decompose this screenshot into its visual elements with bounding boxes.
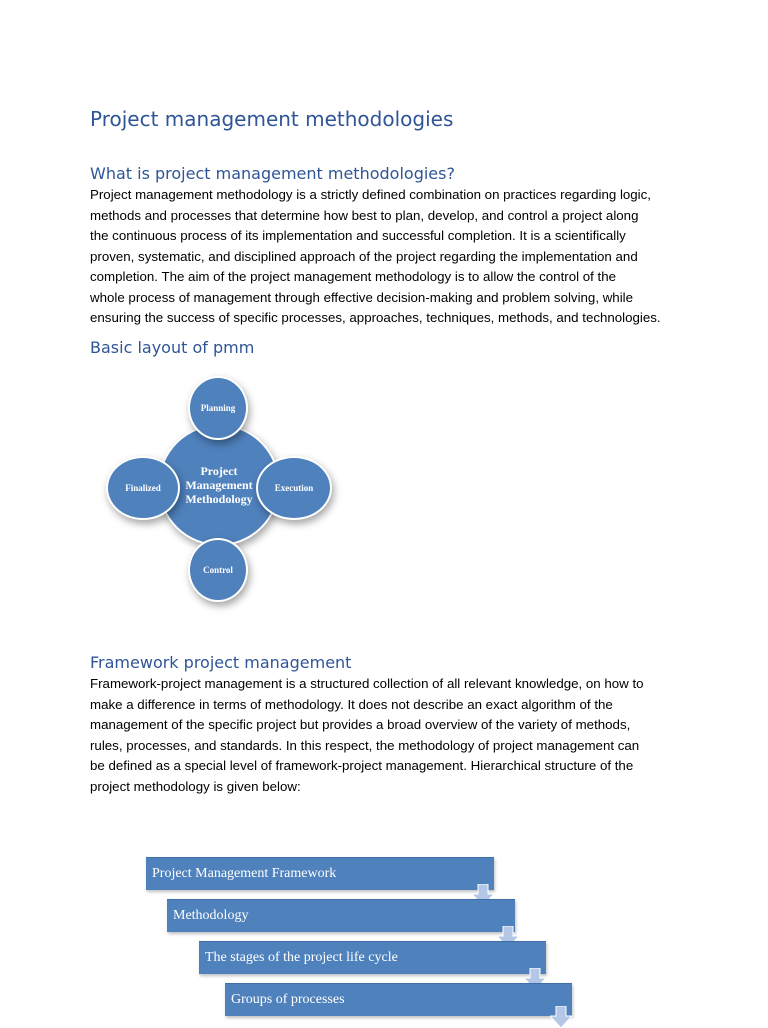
diagram-node-planning (188, 376, 248, 440)
diagram-node-control (188, 538, 248, 602)
diagram-node-finalized (106, 456, 180, 520)
section-heading-framework: Framework project management (90, 653, 352, 672)
center-label-line: Management (185, 478, 253, 492)
paragraph-line: management of the specific project but provides a broad overview of the variety of methods, (90, 717, 631, 732)
node-label: Control (203, 565, 233, 575)
node-label: Execution (274, 483, 314, 493)
section-heading-what-is: What is project management methodologies? (90, 164, 455, 183)
hierarchy-level-process-groups: Groups of processes (225, 983, 572, 1016)
paragraph-line: Project management methodology is a strictly defined combination on practices regarding logic, (90, 187, 651, 202)
hierarchy-level-framework: Project Management Framework (146, 857, 494, 890)
hierarchy-level-methodology: Methodology (167, 899, 515, 932)
center-label-line: Methodology (185, 492, 253, 506)
paragraph-line: completion. The aim of the project management methodology is to allow the control of the (90, 269, 617, 284)
paragraph-line: proven, systematic, and disciplined approach of the project regarding the implementation and (90, 248, 638, 264)
paragraph-line: whole process of management through effective decision-making and problem solving, while (90, 289, 634, 305)
paragraph-line: be defined as a special level of framework-project management. Hierarchical structure of the (90, 758, 634, 773)
paragraph-line: methods and processes that determine how best to plan, develop, and control a project along (90, 207, 639, 223)
diagram-node-execution (256, 456, 332, 520)
node-label: Planning (200, 403, 236, 413)
paragraph-line: the continuous process of its implementation and successful completion. It is a scientifically (90, 228, 626, 243)
paragraph-line: make a difference in terms of methodology. It does not describe an exact algorithm of the (90, 696, 613, 712)
center-label-line: Project (200, 464, 238, 478)
paragraph-line: project methodology is given below: (90, 778, 301, 794)
paragraph-framework (90, 674, 690, 797)
hierarchy-level-life-cycle: The stages of the project life cycle (199, 941, 546, 974)
section-heading-basic-layout: Basic layout of pmm (90, 338, 255, 357)
paragraph-definition (90, 185, 690, 329)
down-arrow-icon (550, 1006, 572, 1028)
paragraph-line: rules, processes, and standards. In this respect, the methodology of project management can (90, 737, 640, 753)
paragraph-line: ensuring the success of specific processes, approaches, techniques, methods, and technologies. (90, 310, 661, 325)
node-label: Finalized (125, 483, 161, 493)
pmm-cycle-diagram (100, 368, 370, 608)
paragraph-line: Framework-project management is a structured collection of all relevant knowledge, on how to (90, 676, 644, 691)
page-title: Project management methodologies (90, 107, 454, 131)
